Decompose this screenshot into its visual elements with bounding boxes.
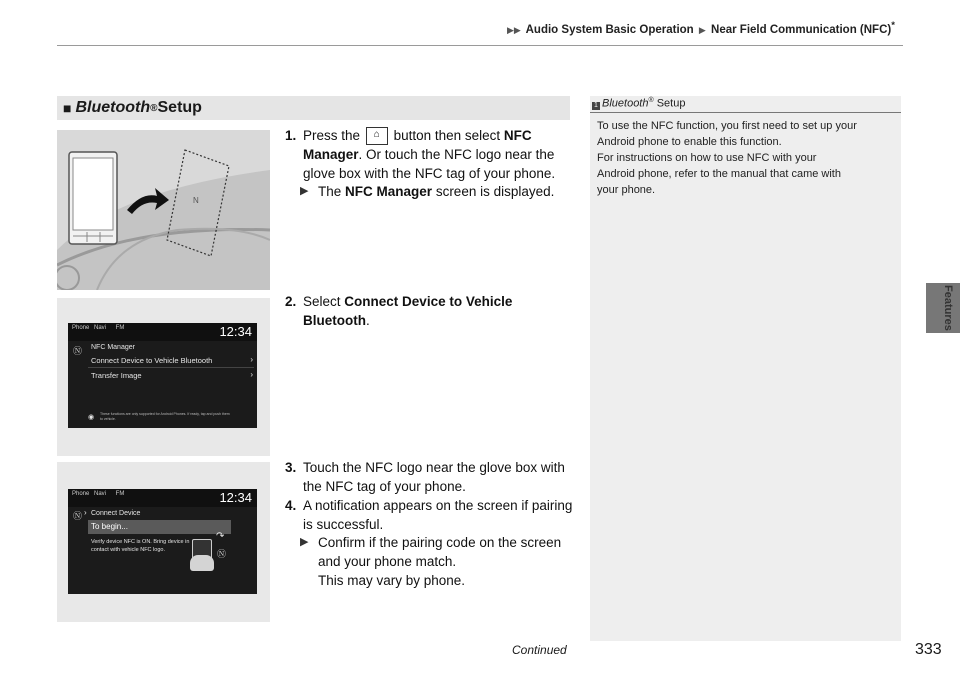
note-line: Android phone to enable this function. <box>597 136 782 148</box>
section-heading <box>57 96 570 120</box>
result-text-a: The <box>318 184 342 199</box>
navi-icon: Navi <box>93 325 106 331</box>
note-line: Android phone, refer to the manual that came with <box>597 168 841 180</box>
step-text <box>303 292 573 330</box>
step-1-text-b: button then select <box>393 128 501 143</box>
dashboard-illustration <box>57 130 270 290</box>
step-2-text-a: Select <box>303 294 341 309</box>
chevron-right-icon: › <box>250 370 253 379</box>
hand-icon <box>190 555 214 571</box>
section-title-rest: Setup <box>157 99 202 116</box>
screen-title: Connect Device <box>91 510 141 517</box>
step-1-bold: NFC Manager <box>303 128 532 163</box>
fm-icon: FM <box>115 491 125 497</box>
fm-icon: FM <box>115 325 125 331</box>
phone-icon: Phone <box>72 491 90 497</box>
note-heading <box>592 97 685 110</box>
clock: 12:34 <box>219 324 252 339</box>
header-rule <box>57 45 903 46</box>
section-title-italic: Bluetooth <box>75 99 151 116</box>
note-body <box>597 118 897 198</box>
menu-item-transfer[interactable]: Transfer Image <box>91 371 142 380</box>
chevron-right-icon: › <box>250 355 253 364</box>
instruction-text: Verify device NFC is ON. Bring device in contact with vehicle NFC logo. <box>91 539 190 553</box>
divider <box>88 367 254 368</box>
note-line: For instructions on how to use NFC with your <box>597 152 817 164</box>
curved-arrow-icon: ↷ <box>216 531 225 542</box>
step-1-result-text <box>318 182 576 201</box>
banner-text: To begin... <box>91 522 128 531</box>
step-number: 3. <box>285 460 297 475</box>
page-number: 333 <box>915 641 942 658</box>
nfc-mark: N <box>193 196 199 205</box>
side-tab-label: Features <box>942 285 954 331</box>
chevron-right-icon: ▶ <box>698 24 706 35</box>
step-number: 1. <box>285 128 297 143</box>
screen-title: NFC Manager <box>91 344 135 351</box>
note-line: your phone. <box>597 184 656 196</box>
screen-footnote: These functions are only supported for Android Phones. If ready, tap and push them to vehicle. <box>100 412 230 421</box>
clock: 12:34 <box>219 490 252 505</box>
nfc-logo-icon: Ⓝ <box>73 511 83 521</box>
connect-device-screen <box>68 489 257 594</box>
phone-icon: Phone <box>72 325 90 331</box>
step-1-text-c: . Or touch the NFC logo near the glove box with the NFC tag of your phone. <box>303 147 556 182</box>
nfc-logo-icon: Ⓝ <box>73 346 83 356</box>
home-icon: ⌂ <box>366 127 388 145</box>
result-text-b: screen is displayed. <box>435 184 555 199</box>
note-rule <box>590 112 901 113</box>
navi-icon: Navi <box>93 491 106 497</box>
note-title-italic: Bluetooth <box>602 97 649 110</box>
result-bold: NFC Manager <box>345 184 433 199</box>
result-arrow-icon: ▶ <box>300 536 309 548</box>
result-arrow-icon: ▶ <box>300 185 309 197</box>
breadcrumb-asterisk: * <box>891 20 895 31</box>
step-4-result-text <box>318 533 576 590</box>
connect-device-figure <box>57 462 270 622</box>
note-title-reg: ® <box>648 97 654 104</box>
step-number: 2. <box>285 294 297 309</box>
step-1-text-a: Press the <box>303 128 361 143</box>
menu-item-connect[interactable]: Connect Device to Vehicle Bluetooth <box>91 356 213 365</box>
section-title-reg: ® <box>150 102 158 114</box>
step-text <box>303 126 573 183</box>
step-text: Touch the NFC logo near the glove box with the NFC tag of your phone. <box>303 460 565 494</box>
android-icon: ◉ <box>88 414 95 421</box>
breadcrumb <box>505 20 895 36</box>
breadcrumb-item-audio: Audio System Basic Operation <box>525 23 694 36</box>
step-number: 4. <box>285 498 297 513</box>
note-marker-icon: 1 <box>592 102 600 110</box>
square-bullet-icon: ■ <box>63 100 72 116</box>
nfc-manager-screen <box>68 323 257 428</box>
breadcrumb-item-nfc: Near Field Communication (NFC) <box>711 23 892 36</box>
result-line: Confirm if the pairing code on the screen and your phone match. <box>318 535 562 569</box>
step-2-text-b: . <box>366 313 370 328</box>
nfc-logo-icon: Ⓝ <box>217 549 227 559</box>
chevron-right-icon: › <box>84 508 87 517</box>
continued-label: Continued <box>512 643 567 657</box>
note-line: To use the NFC function, you first need to set up your <box>597 120 857 132</box>
dashboard-drawing <box>57 130 270 290</box>
note-title-rest: Setup <box>653 97 686 110</box>
step-text: A notification appears on the screen if pairing is successful. <box>303 498 573 532</box>
nfc-manager-figure <box>57 298 270 456</box>
chevron-right-icon: ▶▶ <box>507 24 521 35</box>
step-2-bold: Connect Device to Vehicle Bluetooth <box>303 294 513 328</box>
result-line: This may vary by phone. <box>318 573 466 588</box>
